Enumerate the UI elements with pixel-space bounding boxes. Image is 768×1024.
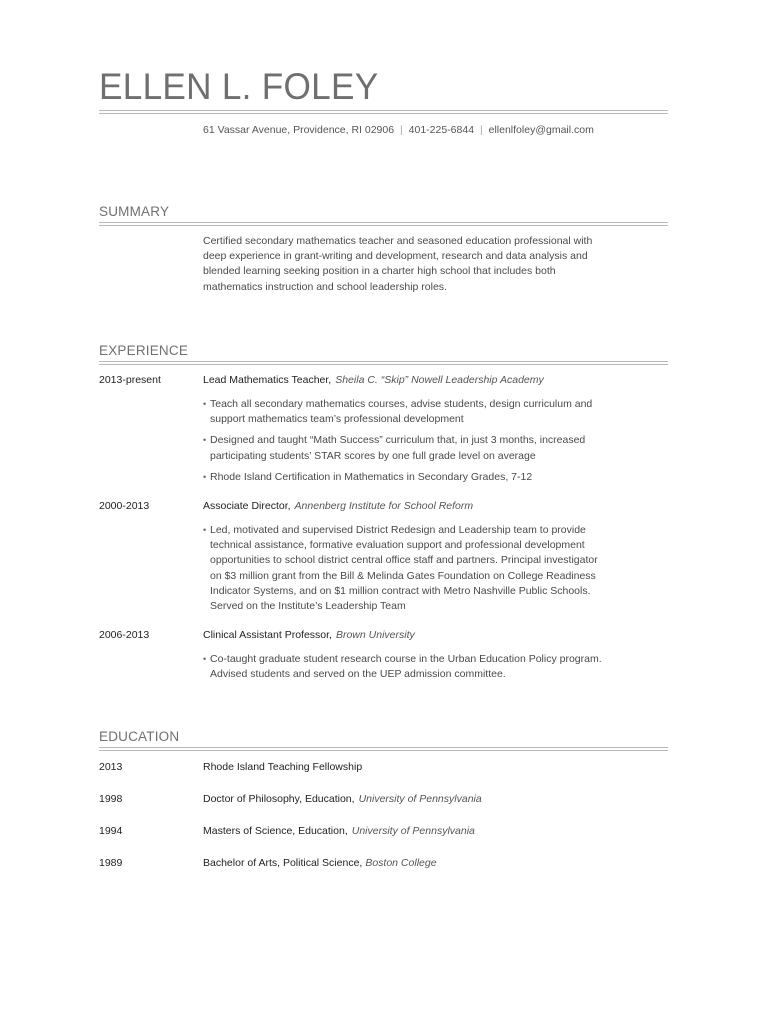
job-organization: Sheila C. “Skip” Nowell Leadership Academy (335, 374, 544, 386)
summary-text (203, 234, 623, 295)
contact-separator: | (479, 124, 483, 136)
summary-divider (99, 222, 668, 226)
education-heading: EDUCATION (99, 729, 180, 744)
bullet-line: Led, motivated and supervised District Redesign and Leadership team to provide (210, 524, 586, 536)
contact-address: 61 Vassar Avenue, Providence, RI 02906 (203, 124, 395, 136)
education-degree: Rhode Island Teaching Fellowship (203, 761, 363, 773)
contact-email[interactable]: ellenlfoley@gmail.com (488, 124, 594, 136)
job-bullet (203, 523, 623, 614)
job-title-line (203, 500, 473, 512)
education-degree-line (203, 857, 437, 869)
education-year: 2013 (99, 761, 123, 773)
bullet-icon: • (203, 471, 207, 482)
bullet-icon: • (203, 525, 207, 535)
resume-name: ELLEN L. FOLEY (99, 66, 379, 107)
experience-divider (99, 361, 668, 365)
job-bullets (203, 523, 623, 620)
education-year: 1998 (99, 793, 123, 805)
bullet-line: Designed and taught “Math Success” curriculum that, in just 3 months, increased (210, 434, 586, 447)
job-bullet (203, 470, 623, 485)
bullet-line: Served on the Institute’s Leadership Team (210, 600, 406, 613)
bullet-icon: • (203, 435, 207, 446)
summary-line: Certified secondary mathematics teacher and seasoned education professional with (203, 235, 593, 247)
bullet-line: Teach all secondary mathematics courses, advise students, design curriculum and (210, 398, 593, 410)
job-dates: 2000-2013 (99, 500, 150, 512)
job-title-line (203, 629, 415, 641)
bullet-line: on $3 million grant from the Bill & Melinda Gates Foundation on College Readiness (210, 569, 596, 582)
summary-line: deep experience in grant-writing and development, research and data analysis and (203, 250, 588, 263)
education-school: University of Pennsylvania (351, 825, 475, 837)
bullet-line: participating students’ STAR scores by one full grade level on average (210, 449, 536, 462)
job-dates: 2006-2013 (99, 629, 150, 641)
education-degree-line (203, 761, 362, 773)
job-organization: Annenberg Institute for School Reform (294, 500, 474, 512)
job-organization: Brown University (335, 629, 415, 641)
education-degree: Masters of Science, Education, (203, 825, 348, 837)
header-divider (99, 110, 668, 114)
summary-line: mathematics instruction and school leadership roles. (203, 280, 447, 293)
bullet-line: support mathematics team’s professional development (210, 413, 464, 426)
job-bullet (203, 433, 623, 463)
contact-separator: | (400, 124, 403, 136)
bullet-line: technical assistance, formative evaluation support and professional development (210, 539, 585, 552)
contact-phone: 401-225-6844 (408, 124, 475, 136)
bullet-line: Indicator Systems, and on $1 million contract with Metro Nashville Public Schools. (210, 584, 591, 597)
job-dates: 2013-present (99, 374, 161, 386)
education-year: 1989 (99, 857, 123, 869)
bullet-line: Advised students and served on the UEP admission committee. (210, 668, 506, 681)
bullet-line: Rhode Island Certification in Mathematics in Secondary Grades, 7-12 (210, 470, 533, 483)
bullet-icon: • (203, 654, 207, 664)
job-bullets (203, 397, 623, 491)
job-title: Clinical Assistant Professor, (203, 629, 332, 641)
education-divider (99, 747, 668, 751)
job-bullet (203, 397, 623, 427)
bullet-line: opportunities to school district central office staff and partners. Principal investigator (210, 554, 598, 567)
education-degree-line (203, 793, 482, 805)
job-bullet (203, 652, 623, 682)
contact-line (203, 124, 594, 136)
education-degree: Bachelor of Arts, Political Science, (203, 857, 363, 869)
education-school: Boston College (365, 857, 437, 869)
education-year: 1994 (99, 825, 123, 837)
education-school: University of Pennsylvania (358, 793, 482, 805)
job-title-line (203, 374, 544, 386)
summary-heading: SUMMARY (99, 204, 170, 219)
experience-heading: EXPERIENCE (99, 343, 189, 358)
education-degree-line (203, 825, 475, 837)
summary-line: blended learning seeking position in a charter high school that includes both (203, 265, 556, 278)
job-title: Associate Director, (203, 500, 291, 512)
education-degree: Doctor of Philosophy, Education, (203, 793, 355, 805)
bullet-line: Co-taught graduate student research course in the Urban Education Policy program. (210, 653, 602, 665)
bullet-icon: • (203, 399, 207, 409)
job-title: Lead Mathematics Teacher, (203, 374, 332, 386)
job-bullets (203, 652, 623, 688)
